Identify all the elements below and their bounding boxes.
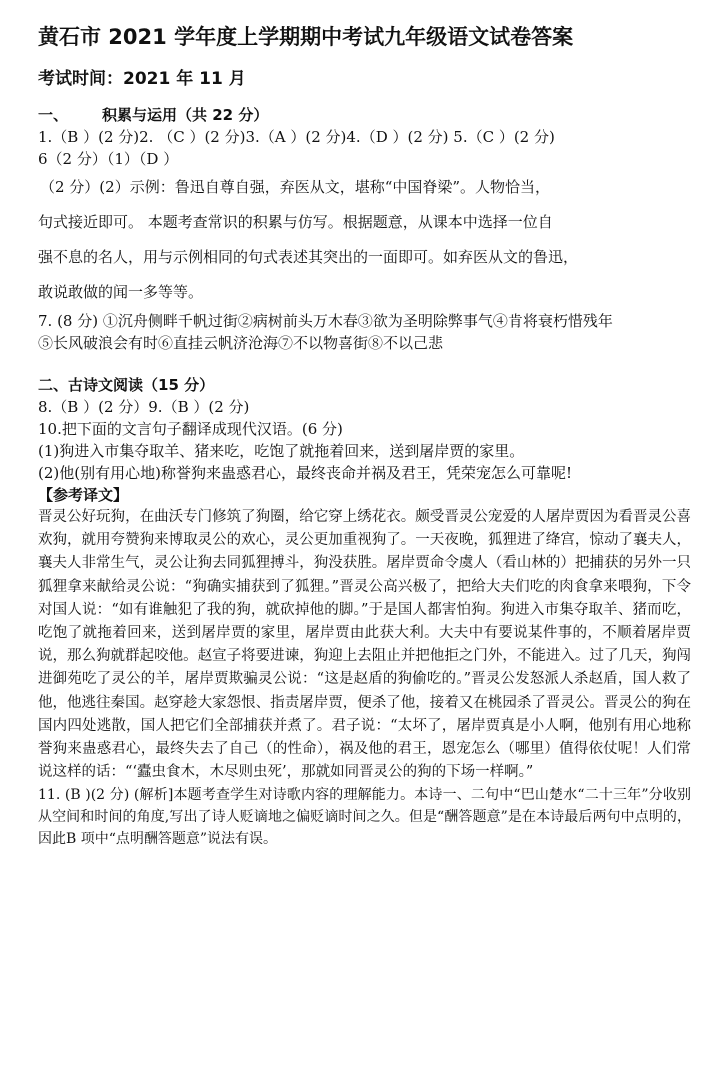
answer-q11: 11. (B )(2 分) (解析]本题考查学生对诗歌内容的理解能力。本诗一、二句中“巴山楚水“二十三年”分收别从空间和时间的角度,写出了诗人贬谪地之偏贬谪时间之久。但是“酬答题意”是在本诗最后两句中点明的，因此B 项中“点明酬答题意”说法有误。 (38, 787, 691, 848)
answer-q10-1: (1)狗进入市集夺取羊、猪来吃，吃饱了就拖着回来，送到屠岸贾的家里。 (38, 442, 525, 460)
reference-translation-title: 【参考译文】 (38, 486, 129, 504)
section-1-title: 积累与运用（共 22 分） (102, 106, 269, 124)
question-q10: 10.把下面的文言句子翻译成现代汉语。(6 分) (38, 420, 343, 438)
section-1-heading (38, 104, 691, 126)
answer-q7-part1: 7. (8 分) ①沉舟侧畔千帆过街②病树前头万木春③欲为圣明除弊事气④肯将衰朽惜残年 (38, 312, 613, 330)
answer-q6-1: 6（2 分）（1）（D ） (38, 150, 179, 168)
answer-q10-2: (2)他(别有用心地)称誉狗来蛊惑君心，最终丧命并祸及君王，凭荣宠怎么可靠呢! (38, 464, 572, 482)
answer-q6-2-line1: （2 分）(2）示例：鲁迅自尊自强，弃医从文，堪称“中国脊梁”。人物恰当， (40, 178, 551, 196)
answer-q6-2-line4: 敢说敢做的闻一多等等。 (38, 283, 204, 301)
page-title: 黄石市 2021 学年度上学期期中考试九年级语文试卷答案 (38, 25, 574, 49)
answer-q7-part2: ⑤长风破浪会有时⑥直挂云帆济沧海⑦不以物喜街⑧不以己悲 (38, 334, 444, 352)
answer-q6-2-line3: 强不息的名人，用与示例相同的句式表述其突出的一面即可。如弃医从文的鲁迅， (38, 248, 579, 266)
answer-q6-2-line2: 句式接近即可。 本题考查常识的积累与仿写。根据题意，从课本中选择一位自 (38, 213, 553, 231)
exam-time: 考试时间：2021 年 11 月 (38, 69, 246, 89)
answers-q1-q5: 1.（B ）(2 分)2. （C ）(2 分)3.（A ）(2 分)4.（D ）(2 分) 5.（C ）(2 分) (38, 128, 555, 146)
reference-translation: 晋灵公好玩狗，在曲沃专门修筑了狗圈，给它穿上绣花衣。颇受晋灵公宠爱的人屠岸贾因为看晋灵公喜欢狗，就用夸赞狗来博取灵公的欢心，灵公更加重视狗了。一天夜晚，狐狸进了绛宫，惊动了襄夫人，襄夫人非常生气，灵公让狗去同狐狸搏斗，狗没获胜。屠岸贾命令虞人（看山林的）把捕获的另外一只狐狸拿来献给灵公说：“狗确实捕获到了狐狸。”晋灵公高兴极了，把给大夫们吃的肉食拿来喂狗，下令对国人说：“如有谁触犯了我的狗，就砍掉他的脚。”于是国人都害怕狗。狗进入市集夺取羊、猪而吃，吃饱了就拖着回来，送到屠岸贾的家里，屠岸贾由此获大利。大夫中有要说某件事的，不顺着屠岸贾说，那么狗就群起咬他。赵宣子将要进谏，狗迎上去阻止并把他拒之门外，不能进入。过了几天，狗闯进御苑吃了灵公的羊，屠岸贾欺骗灵公说：“这是赵盾的狗偷吃的。”晋灵公发怒派人杀赵盾，国人救了他，他逃往秦国。赵穿趁大家怨恨、指责屠岸贾，便杀了他，接着又在桃园杀了晋灵公。晋灵公的狗在国内四处逃散，国人把它们全部捕获并煮了。君子说：“太坏了，屠岸贾真是小人啊，他别有用心地称誉狗来蛊惑君心，最终失去了自己（的性命），祸及他的君王，恩宠怎么（哪里）值得依仗呢！人们常说这样的话：“‘蠹虫食木，木尽则虫死’，那就如同晋灵公的狗的下场一样啊。” (38, 509, 691, 781)
answers-q8-q9: 8.（B ）(2 分）9.（B ）(2 分) (38, 398, 250, 416)
section-2-heading: 二、古诗文阅读（15 分） (38, 376, 215, 394)
section-1-number: 一、 (38, 106, 69, 124)
